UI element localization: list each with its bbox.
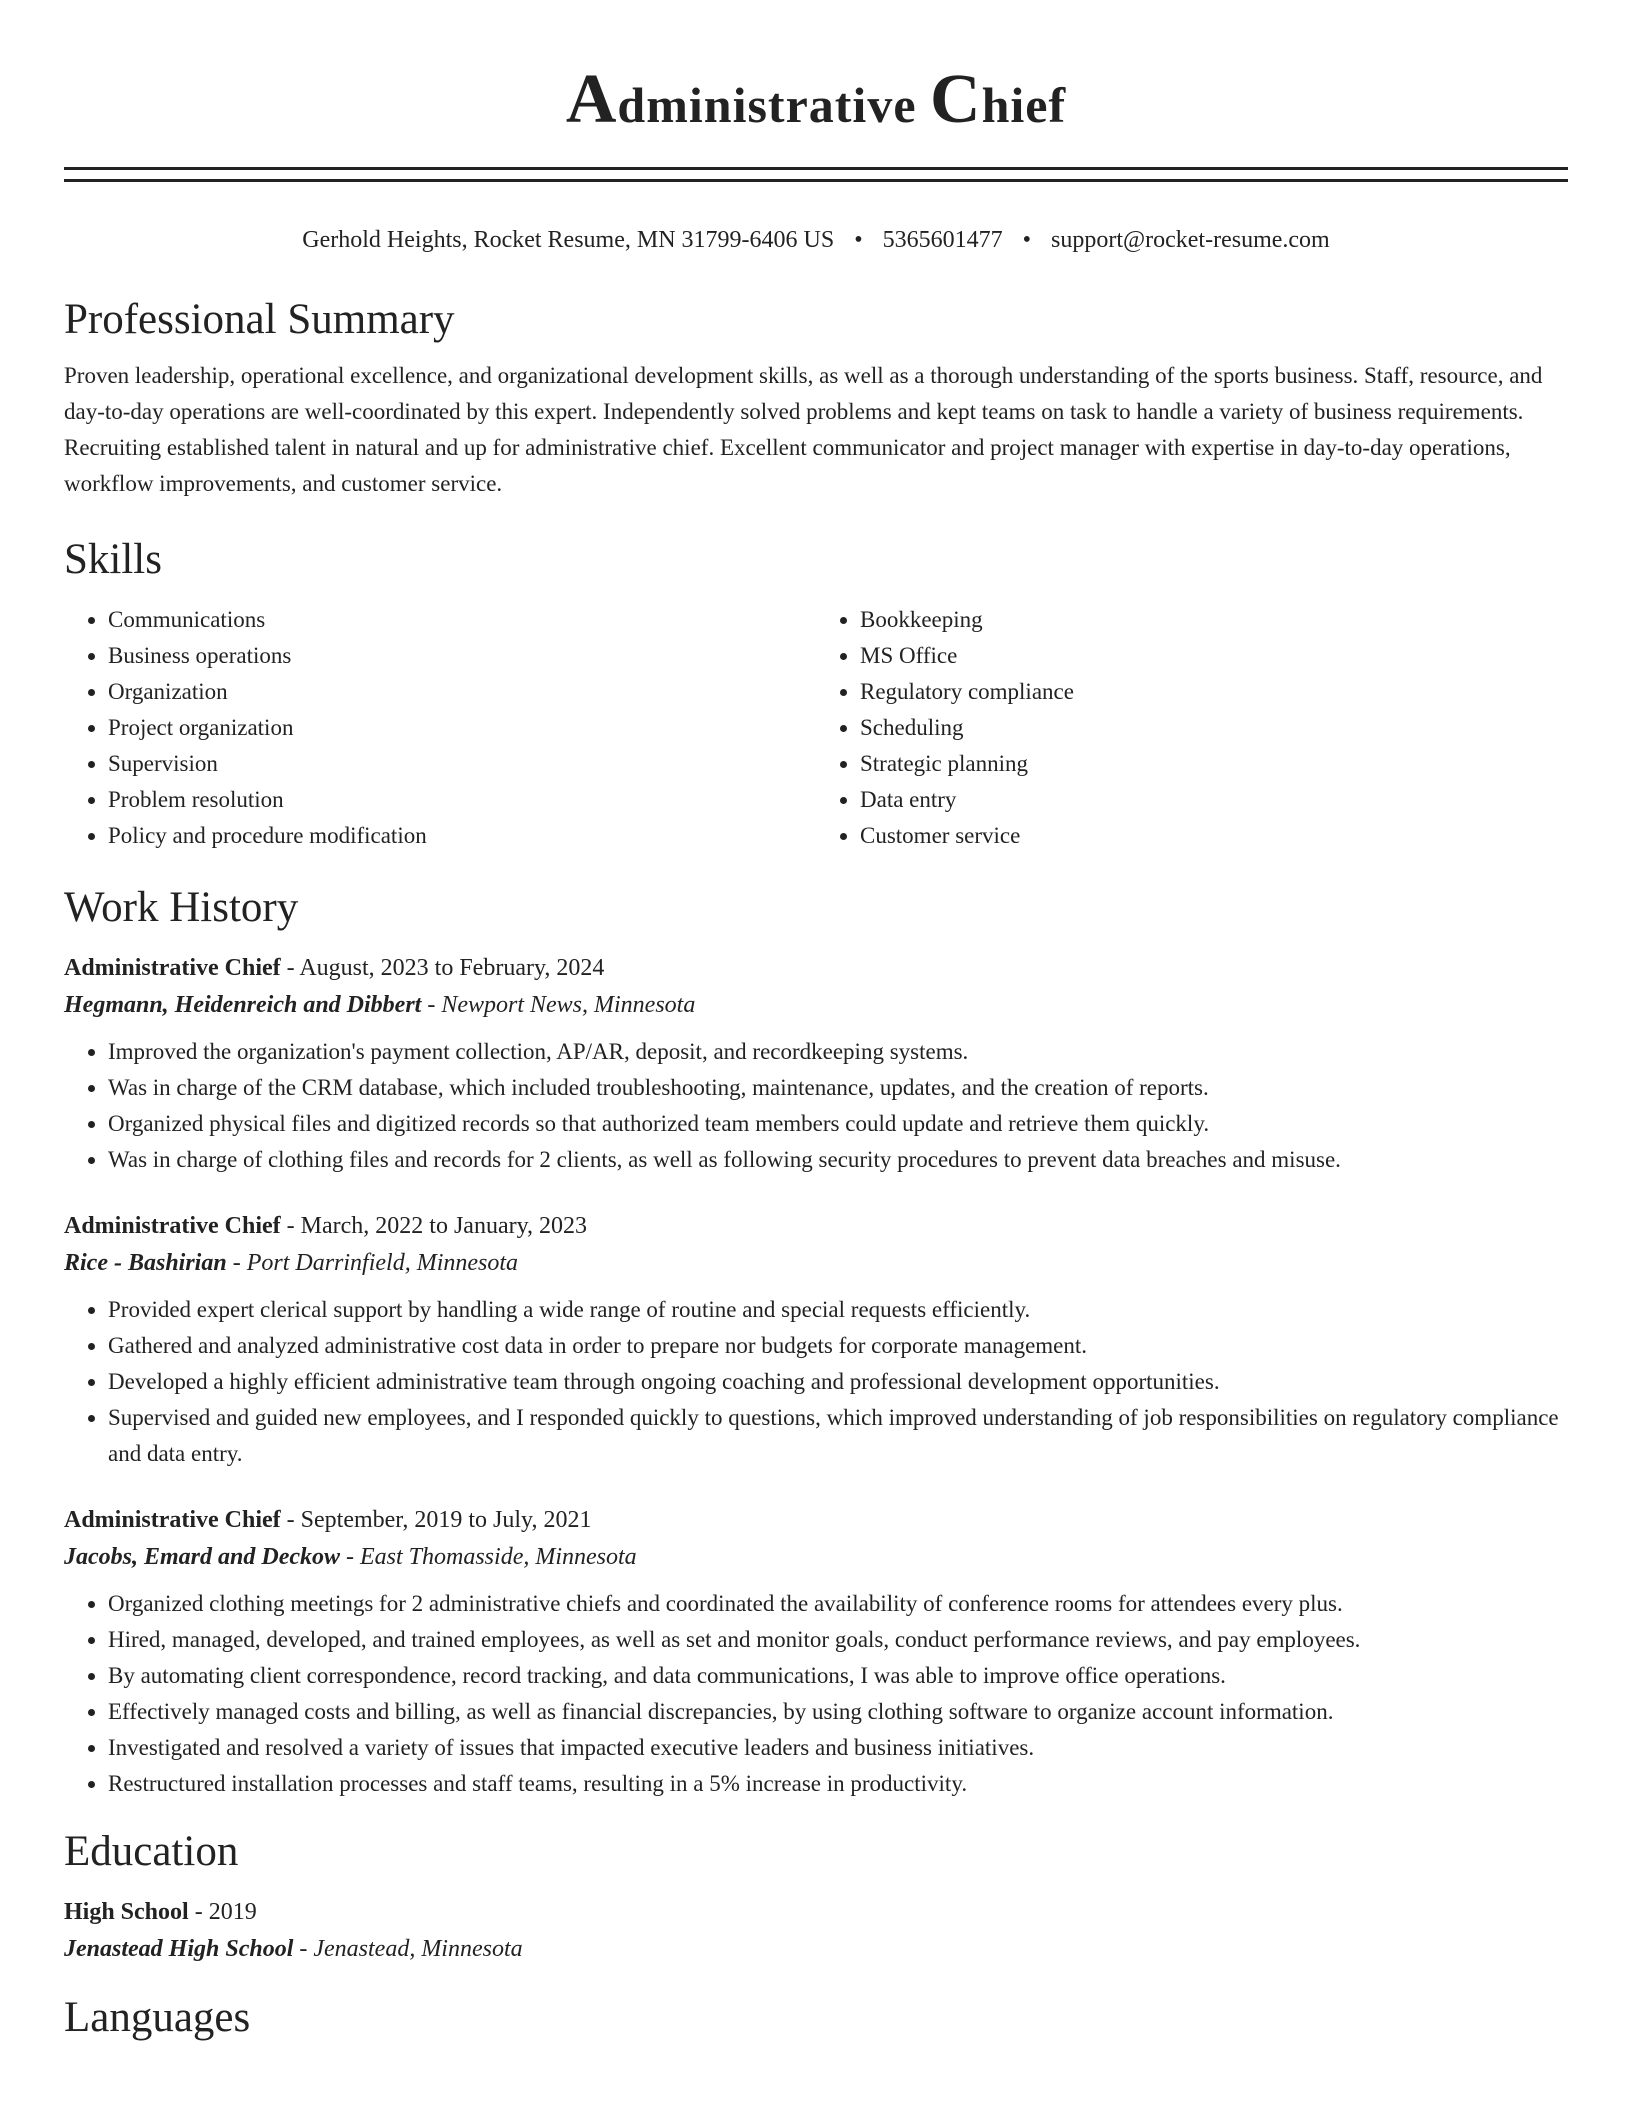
job-location: - East Thomasside, Minnesota xyxy=(340,1544,637,1570)
job-company-line xyxy=(64,1244,1568,1282)
job-entry xyxy=(64,1502,1568,1802)
header-divider xyxy=(64,167,1568,182)
job-bullet: • Restructured installation processes and staff teams, resulting in a 5% increase in productivity. xyxy=(108,1766,1568,1802)
job-bullet: • Effectively managed costs and billing, as well as financial discrepancies, by using clothing software to organize account information. xyxy=(108,1694,1568,1730)
education-school: Jenastead High School xyxy=(64,1936,294,1962)
skill-item: • Policy and procedure modification xyxy=(108,818,816,854)
job-bullet: • Provided expert clerical support by handling a wide range of routine and special requests efficiently. xyxy=(108,1292,1568,1328)
skill-item: • Business operations xyxy=(108,638,816,674)
education-degree-line xyxy=(64,1894,1568,1930)
job-title-line xyxy=(64,950,1568,986)
job-company: Hegmann, Heidenreich and Dibbert xyxy=(64,992,422,1018)
job-title-line xyxy=(64,1208,1568,1244)
skill-item: • Communications xyxy=(108,602,816,638)
skill-item: • Problem resolution xyxy=(108,782,816,818)
job-company-line xyxy=(64,986,1568,1024)
skill-item: • Supervision xyxy=(108,746,816,782)
contact-email: support@rocket-resume.com xyxy=(1051,227,1330,253)
skill-item: • Customer service xyxy=(860,818,1568,854)
job-location: - Port Darrinfield, Minnesota xyxy=(226,1250,519,1276)
skill-item: • Data entry xyxy=(860,782,1568,818)
education-degree: High School xyxy=(64,1899,189,1925)
job-company: Jacobs, Emard and Deckow xyxy=(64,1544,340,1570)
job-bullet: • By automating client correspondence, record tracking, and data communications, I was able to improve office operations. xyxy=(108,1658,1568,1694)
job-title: Administrative Chief xyxy=(64,1507,281,1533)
job-bullet: • Investigated and resolved a variety of issues that impacted executive leaders and business initiatives. xyxy=(108,1730,1568,1766)
job-bullets xyxy=(64,1586,1568,1802)
job-dates: - March, 2022 to January, 2023 xyxy=(280,1213,588,1239)
section-heading-languages: Languages xyxy=(64,1994,251,2041)
name-first-initial: A xyxy=(565,61,618,138)
skill-item: • Strategic planning xyxy=(860,746,1568,782)
skill-item: • Organization xyxy=(108,674,816,710)
job-bullets xyxy=(64,1034,1568,1178)
skill-item: • Project organization xyxy=(108,710,816,746)
job-bullet: • Developed a highly efficient administrative team through ongoing coaching and professional development opportunities. xyxy=(108,1364,1568,1400)
skills-list-left xyxy=(64,602,816,854)
name-last-rest: hief xyxy=(981,77,1067,133)
job-bullet: • Supervised and guided new employees, and I responded quickly to questions, which improved understanding of job responsibilities on regulatory compliance and data entry. xyxy=(108,1400,1568,1472)
job-title: Administrative Chief xyxy=(64,955,281,981)
job-company: Rice - Bashirian xyxy=(64,1250,227,1276)
name-first-rest: dministrative xyxy=(617,77,917,133)
job-bullets xyxy=(64,1292,1568,1472)
job-dates: - August, 2023 to February, 2024 xyxy=(280,955,605,981)
job-dates: - September, 2019 to July, 2021 xyxy=(280,1507,592,1533)
job-location: - Newport News, Minnesota xyxy=(421,992,696,1018)
resume-name xyxy=(64,62,1568,143)
job-bullet: • Organized physical files and digitized records so that authorized team members could update and retrieve them quickly. xyxy=(108,1106,1568,1142)
job-bullet: • Gathered and analyzed administrative cost data in order to prepare nor budgets for corporate management. xyxy=(108,1328,1568,1364)
contact-phone: 5365601477 xyxy=(882,227,1003,253)
contact-address: Gerhold Heights, Rocket Resume, MN 31799-6406 US xyxy=(302,227,835,253)
education-entry xyxy=(64,1894,1568,1968)
name-last-initial: C xyxy=(930,61,982,138)
education-year: - 2019 xyxy=(188,1899,257,1925)
contact-line xyxy=(64,224,1568,256)
summary-text: Proven leadership, operational excellence, and organizational development skills, as well as a thorough understanding of the sports business. Staff, resource, and day-to-day operations are well-coordinated by this expert. Independently solved problems and kept teams on task to handle a variety of business requirements. Recruiting established talent in natural and up for administrative chief. Excellent communicator and project manager with expertise in day-to-day operations, workflow improvements, and customer service. xyxy=(64,363,1543,496)
contact-separator: • xyxy=(854,227,863,253)
skill-item: • MS Office xyxy=(860,638,1568,674)
job-title: Administrative Chief xyxy=(64,1213,281,1239)
skill-item: • Regulatory compliance xyxy=(860,674,1568,710)
job-bullet: • Improved the organization's payment collection, AP/AR, deposit, and recordkeeping systems. xyxy=(108,1034,1568,1070)
job-bullet: • Hired, managed, developed, and trained employees, as well as set and monitor goals, conduct performance reviews, and pay employees. xyxy=(108,1622,1568,1658)
skills-columns xyxy=(64,602,1568,854)
job-title-line xyxy=(64,1502,1568,1538)
job-entry xyxy=(64,950,1568,1178)
job-company-line xyxy=(64,1538,1568,1576)
section-heading-skills: Skills xyxy=(64,536,162,583)
section-heading-work-history: Work History xyxy=(64,884,299,931)
job-bullet: • Was in charge of clothing files and records for 2 clients, as well as following security procedures to prevent data breaches and misuse. xyxy=(108,1142,1568,1178)
contact-separator: • xyxy=(1022,227,1032,253)
section-heading-education: Education xyxy=(64,1828,239,1875)
job-bullet: • Was in charge of the CRM database, which included troubleshooting, maintenance, updates, and the creation of reports. xyxy=(108,1070,1568,1106)
job-bullet: • Organized clothing meetings for 2 administrative chiefs and coordinated the availability of conference rooms for attendees every plus. xyxy=(108,1586,1568,1622)
education-school-line xyxy=(64,1930,1568,1968)
resume-page xyxy=(64,0,1568,2046)
job-entry xyxy=(64,1208,1568,1472)
education-location: - Jenastead, Minnesota xyxy=(293,1936,523,1962)
skill-item: • Scheduling xyxy=(860,710,1568,746)
skills-list-right xyxy=(816,602,1568,854)
skill-item: • Bookkeeping xyxy=(860,602,1568,638)
section-heading-summary: Professional Summary xyxy=(64,296,455,343)
